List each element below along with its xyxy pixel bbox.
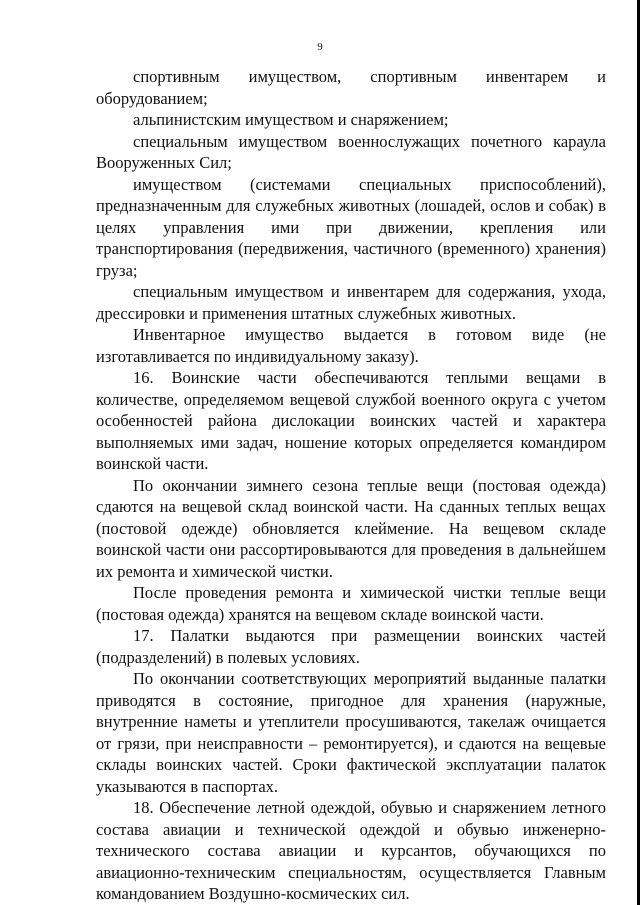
paragraph: 17. Палатки выдаются при размещении воинских частей (подразделений) в полевых условиях. [96,626,606,667]
paragraph: альпинистским имуществом и снаряжением; [133,110,449,129]
paragraph: специальным имуществом военнослужащих почетного караула Вооруженных Сил; [96,131,606,172]
paragraph: После проведения ремонта и химической чистки теплые вещи (постовая одежда) хранятся на вещевом складе воинской части. [96,583,606,624]
paragraph: 18. Обеспечение летной одеждой, обувью и снаряжением летного состава авиации и технической одеждой и обувью инженерно-технического состава авиации и курсантов, обучающихся по авиационно-техническим специальностям, осуществляется Главным командованием Воздушно-космических сил. [96,798,606,903]
paragraph: имуществом (системами специальных приспособлений), предназначенным для служебных животных (лошадей, ослов и собак) в целях управления ими при движении, крепления или транспортирования (передвижения, частичного (временного) хранения) груза; [96,174,606,280]
paragraph: специальным имуществом и инвентарем для содержания, ухода, дрессировки и применения штатных служебных животных. [96,282,606,323]
paragraph: По окончании зимнего сезона теплые вещи (постовая одежда) сдаются на вещевой склад воинской части. На сданных теплых вещах (постовой одежде) обновляется клеймение. На вещевом складе воинской части они рассортировываются для проведения в дальнейшем их ремонта и химической чистки. [96,475,606,581]
paragraph: Инвентарное имущество выдается в готовом виде (не изготавливается по индивидуальному заказу). [96,325,606,366]
paragraph: 16. Воинские части обеспечиваются теплыми вещами в количестве, определяемом вещевой службой военного округа с учетом особенностей района дислокации воинских частей и характера выполняемых ими задач, ношение которых определяется командиром воинской части. [96,368,606,473]
paragraph: спортивным имуществом, спортивным инвентарем и оборудованием; [96,67,606,108]
page-number: 9 [317,41,323,53]
paragraph: По окончании соответствующих мероприятий выданные палатки приводятся в состояние, пригодное для хранения (наружные, внутренние наметы и утеплители просушиваются, такелаж очищается от грязи, при неисправности – ремонтируется), и сдаются на вещевые склады воинских частей. Сроки фактической эксплуатации палаток указываются в паспортах. [96,669,606,796]
document-body [96,66,606,905]
